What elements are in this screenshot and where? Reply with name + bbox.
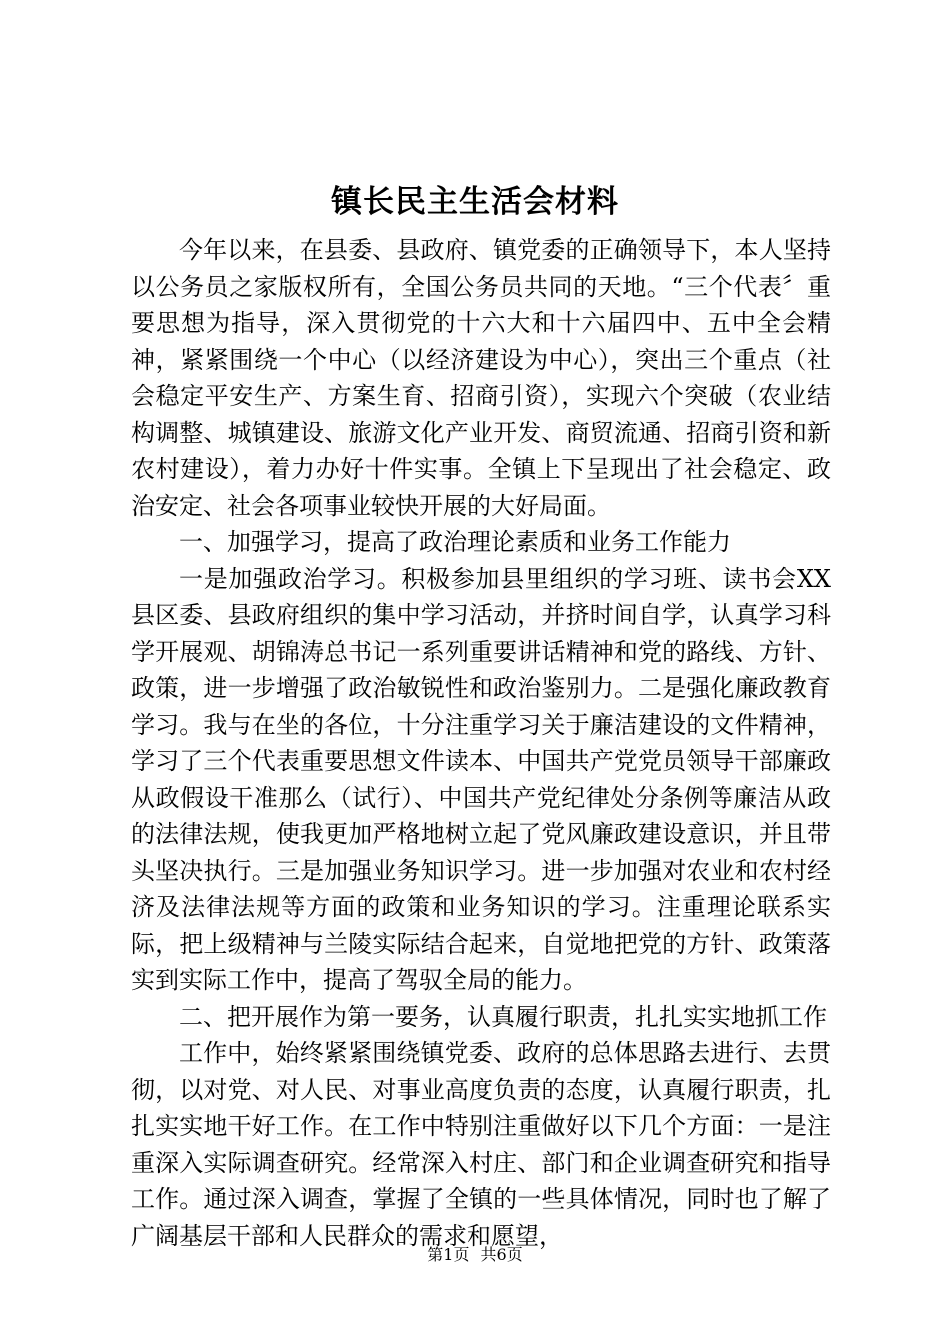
page-footer xyxy=(0,1244,950,1266)
paragraph-work: 工作中，始终紧紧围绕镇党委、政府的总体思路去进行、去贯彻，以对党、对人民、对事业高度负责的态度，认真履行职责，扎扎实实地干好工作。在工作中特别注重做好以下几个方面：一是注重深入实际调查研究。经常深入村庄、部门和企业调查研究和指导工作。通过深入调查，掌握了全镇的一些具体情况，同时也了解了广阔基层干部和人民群众的需求和愿望， xyxy=(131,1039,831,1250)
paragraph-intro: 今年以来，在县委、县政府、镇党委的正确领导下，本人坚持以公务员之家版权所有，全国公务员共同的天地。“三个代表〞重要思想为指导，深入贯彻党的十六大和十六届四中、五中全会精神，紧紧围绕一个中心（以经济建设为中心），突出三个重点（社会稳定平安生产、方案生育、招商引资），实现六个突破（农业结构调整、城镇建设、旅游文化产业开发、商贸流通、招商引资和新农村建设），着力办好十件实事。全镇上下呈现出了社会稳定、政治安定、社会各项事业较快开展的大好局面。 xyxy=(131,236,831,520)
section-heading-1: 一、加强学习，提高了政治理论素质和业务工作能力 xyxy=(179,528,731,556)
page-number-current: 第1页 xyxy=(427,1245,470,1264)
document-body xyxy=(131,232,831,1254)
document-title: 镇长民主生活会材料 xyxy=(331,184,619,220)
paragraph-study: 一是加强政治学习。积极参加县里组织的学习班、读书会XX县区委、县政府组织的集中学习活动，并挤时间自学，认真学习科学开展观、胡锦涛总书记一系列重要讲话精神和党的路线、方针、政策，进一步增强了政治敏锐性和政治鉴别力。二是强化廉政教育学习。我与在坐的各位，十分注重学习关于廉洁建设的文件精神，学习了三个代表重要思想文件读本、中国共产党党员领导干部廉政从政假设干准那么（试行）、中国共产党纪律处分条例等廉洁从政的法律法规，使我更加严格地树立起了党风廉政建设意识，并且带头坚决执行。三是加强业务知识学习。进一步加强对农业和农村经济及法律法规等方面的政策和业务知识的学习。注重理论联系实际，把上级精神与兰陵实际结合起来，自觉地把党的方针、政策落实到实际工作中，提高了驾驭全局的能力。 xyxy=(131,564,831,994)
section-heading-2: 二、把开展作为第一要务，认真履行职责，扎扎实实地抓工作 xyxy=(179,1002,827,1031)
page-number-total: 共6页 xyxy=(480,1245,523,1264)
